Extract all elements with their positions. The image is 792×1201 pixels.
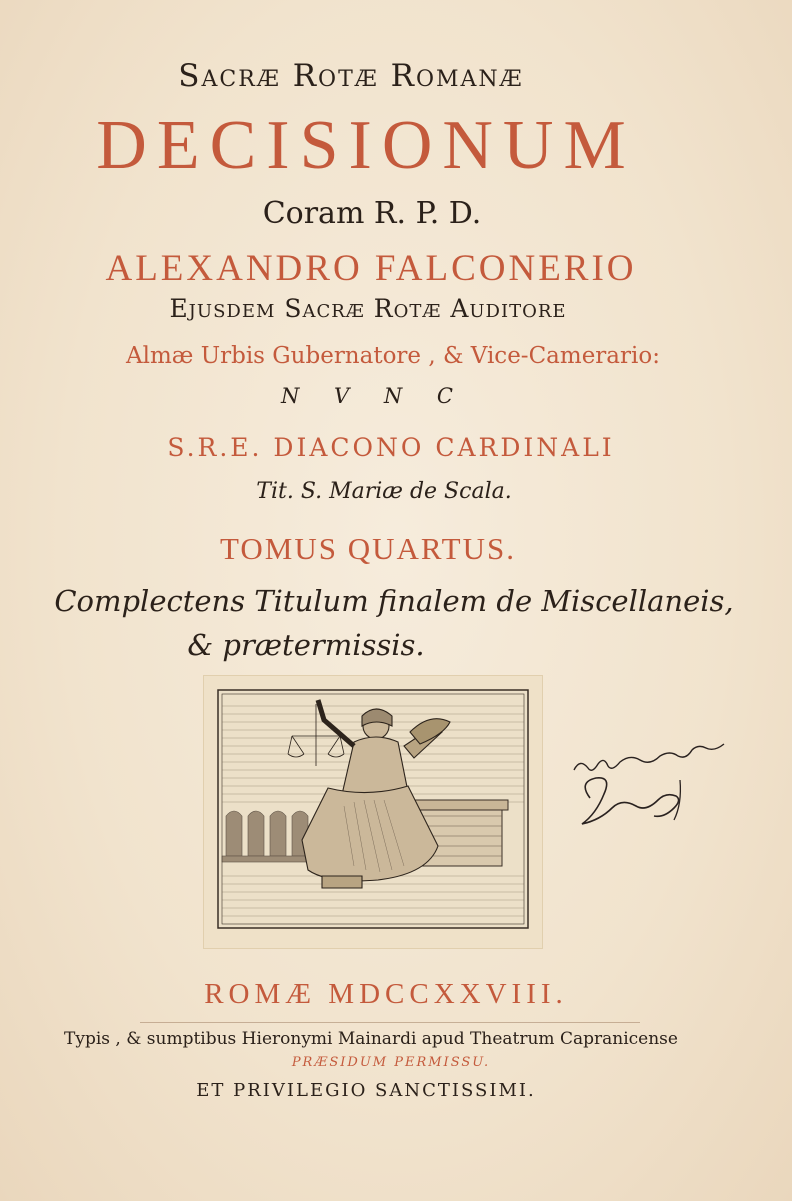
engraving-justice-vignette — [204, 676, 542, 948]
imprint-printer: Typis , & sumptibus Hieronymi Mainardi apud Theatrum Capranicense — [64, 1029, 678, 1049]
title-praetermissis: & prætermissis. — [187, 628, 425, 662]
title-tomus: TOMUS QUARTUS. — [220, 531, 516, 566]
justice-figure-illustration — [204, 676, 542, 948]
imprint-rule — [140, 1022, 640, 1023]
title-gubernatore: Almæ Urbis Gubernatore , & Vice-Camerario: — [126, 343, 660, 369]
handwritten-signature — [560, 740, 750, 840]
title-cardinali: S.R.E. DIACONO CARDINALI — [167, 433, 615, 462]
title-author-name: ALEXANDRO FALCONERIO — [105, 248, 637, 289]
imprint-privilege: ET PRIVILEGIO SANCTISSIMI. — [196, 1080, 536, 1101]
imprint-permission: PRÆSIDUM PERMISSU. — [291, 1055, 491, 1070]
title-complectens: Complectens Titulum finalem de Miscellaneis, — [54, 584, 734, 618]
title-decisionum: DECISIONUM — [96, 107, 636, 184]
title-coram: Coram R. P. D. — [262, 196, 482, 231]
title-auditore: Ejusdem Sacræ Rotæ Auditore — [169, 294, 567, 323]
title-tit-mariae: Tit. S. Mariæ de Scala. — [256, 479, 512, 504]
imprint-place-date: ROMÆ MDCCXXVIII. — [204, 978, 568, 1010]
title-nunc: N V N C — [280, 384, 467, 408]
title-line-sacrae-rotae: Sacræ Rotæ Romanæ — [178, 58, 524, 94]
